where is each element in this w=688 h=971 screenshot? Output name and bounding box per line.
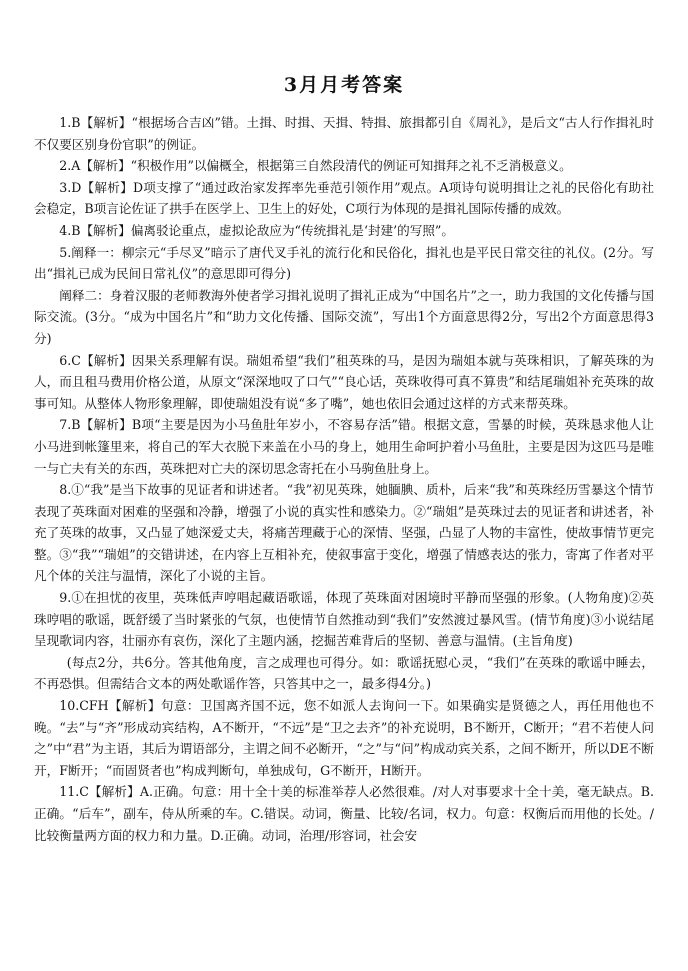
answer-1: 1.B【解析】“根据场合吉凶”错。土揖、时揖、天揖、特揖、旅揖都引自《周礼》，是后文“古人行作揖礼时不仅要区别身份官职”的例证。 <box>34 115 654 152</box>
answer-7: 7.B【解析】B项“主要是因为小马鱼肚年岁小，不容易存活”错。根据文意，雪暴的时候，英珠恳求他人让小马进到帐篷里来，将自己的军大衣脱下来盖在小马的身上，她用生命呵护着小马鱼肚，主要是因为这匹马是唯一与亡夫有关的东西，英珠把对亡夫的深切思念寄托在小马驹鱼肚身上。 <box>34 417 654 476</box>
answer-9-scoring-note: (每点2分，共6分。答其他角度，言之成理也可得分。如：歌谣抚慰心灵，“我们”在英珠的歌谣中睡去，不再恐惧。但需结合文本的两处歌谣作答，只答其中之一，最多得4分。) <box>34 654 654 692</box>
answer-5-part-2: 阐释二：身着汉服的老师教海外使者学习揖礼说明了揖礼正成为“中国名片”之一，助力我国的文化传播与国际交流。(3分。“成为中国名片”和“助力文化传播、国际交流”，写出1个方面意思得2分，写出2个方面意思得3分) <box>34 287 654 346</box>
answer-2: 2.A【解析】“积极作用”以偏概全，根据第三自然段清代的例证可知揖拜之礼不乏消极意义。 <box>59 158 572 174</box>
answer-8: 8.①“我”是当下故事的见证者和讲述者。“我”初见英珠，她腼腆、质朴，后来“我”和英珠经历雪暴这个情节表现了英珠面对困难的坚强和冷静，增强了小说的真实性和感染力。②“瑞姐”是英珠过去的见证者和讲述者，补充了英珠的故事，又凸显了她深爱丈夫，将痛苦理藏于心的深情、坚强，凸显了人物的丰富性，使故事情节更完整。③“我”“瑞姐”的交错讲述，在内容上互相补充，使叙事富于变化，增强了情感表达的张力，寄寓了作者对平凡个体的关注与温情，深化了小说的主旨。 <box>34 482 654 584</box>
answer-9: 9.①在担忧的夜里，英珠低声哼唱起藏语歌谣，体现了英珠面对困境时平静而坚强的形象。(人物角度)②英珠哼唱的歌谣，既舒缓了当时紧张的气氛，也使情节自然推动到“我们”安然渡过暴风雪。(情节角度)③小说结尾呈现歌词内容，壮丽亦有哀伤，深化了主题内涵，挖掘苦难背后的坚韧、善意与温情。(主旨角度) <box>34 590 654 649</box>
answer-3: 3.D【解析】D项支撑了“通过政治家发挥率先垂范引领作用”观点。A项诗句说明揖让之礼的民俗化有助社会稳定，B项言论佐证了拱手在医学上、卫生上的好处，C项行为体现的是揖礼国际传播的成效。 <box>34 179 654 217</box>
answer-body <box>34 112 654 846</box>
answer-6: 6.C【解析】因果关系理解有误。瑞姐希望“我们”租英珠的马，是因为瑞姐本就与英珠相识，了解英珠的为人，而且租马费用价格公道，从原文“深深地叹了口气”“良心话，英珠收得可真不算贵”和结尾瑞姐补充英珠的故事可知。从整体人物形象理解，即使瑞姐没有说“多了嘴”，她也依旧会通过这样的方式来帮英珠。 <box>34 352 654 411</box>
page-title: 3月月考答案 <box>283 74 405 96</box>
answer-4: 4.B【解析】偏离驳论重点，虚拟论敌应为“传统揖礼是‘封建’的写照”。 <box>59 222 454 238</box>
answer-11: 11.C【解析】A.正确。句意：用十全十美的标准举荐人必然很难。/对人对事要求十全十美，毫无缺点。B.正确。“后车”，副车，侍从所乘的车。C.错误。动词，衡量、比较/名词，权力。句意：权衡后而用他的长处。/比较衡量两方面的权力和力量。D.正确。动词，治理/形容词，社会安 <box>34 784 654 843</box>
answer-10: 10.CFH【解析】句意：卫国离齐国不远，您不如派人去询问一下。如果确实是贤德之人，再任用他也不晚。“去”与“齐”形成动宾结构，A不断开，“不远”是“卫之去齐”的补充说明，B不断开，C断开；“君不若使人问之”中“君”为主语，其后为谓语部分，主谓之间不必断开，“之”与“问”构成动宾关系，之间不断开，所以DE不断开，F断开；“而固贤者也”构成判断句，单独成句，G不断开，H断开。 <box>34 698 654 778</box>
answer-5-part-1: 5.阐释一：柳宗元“手尽叉”暗示了唐代叉手礼的流行化和民俗化，揖礼也是平民日常交往的礼仪。(2分。写出“揖礼已成为民间日常礼仪”的意思即可得分) <box>34 244 654 282</box>
